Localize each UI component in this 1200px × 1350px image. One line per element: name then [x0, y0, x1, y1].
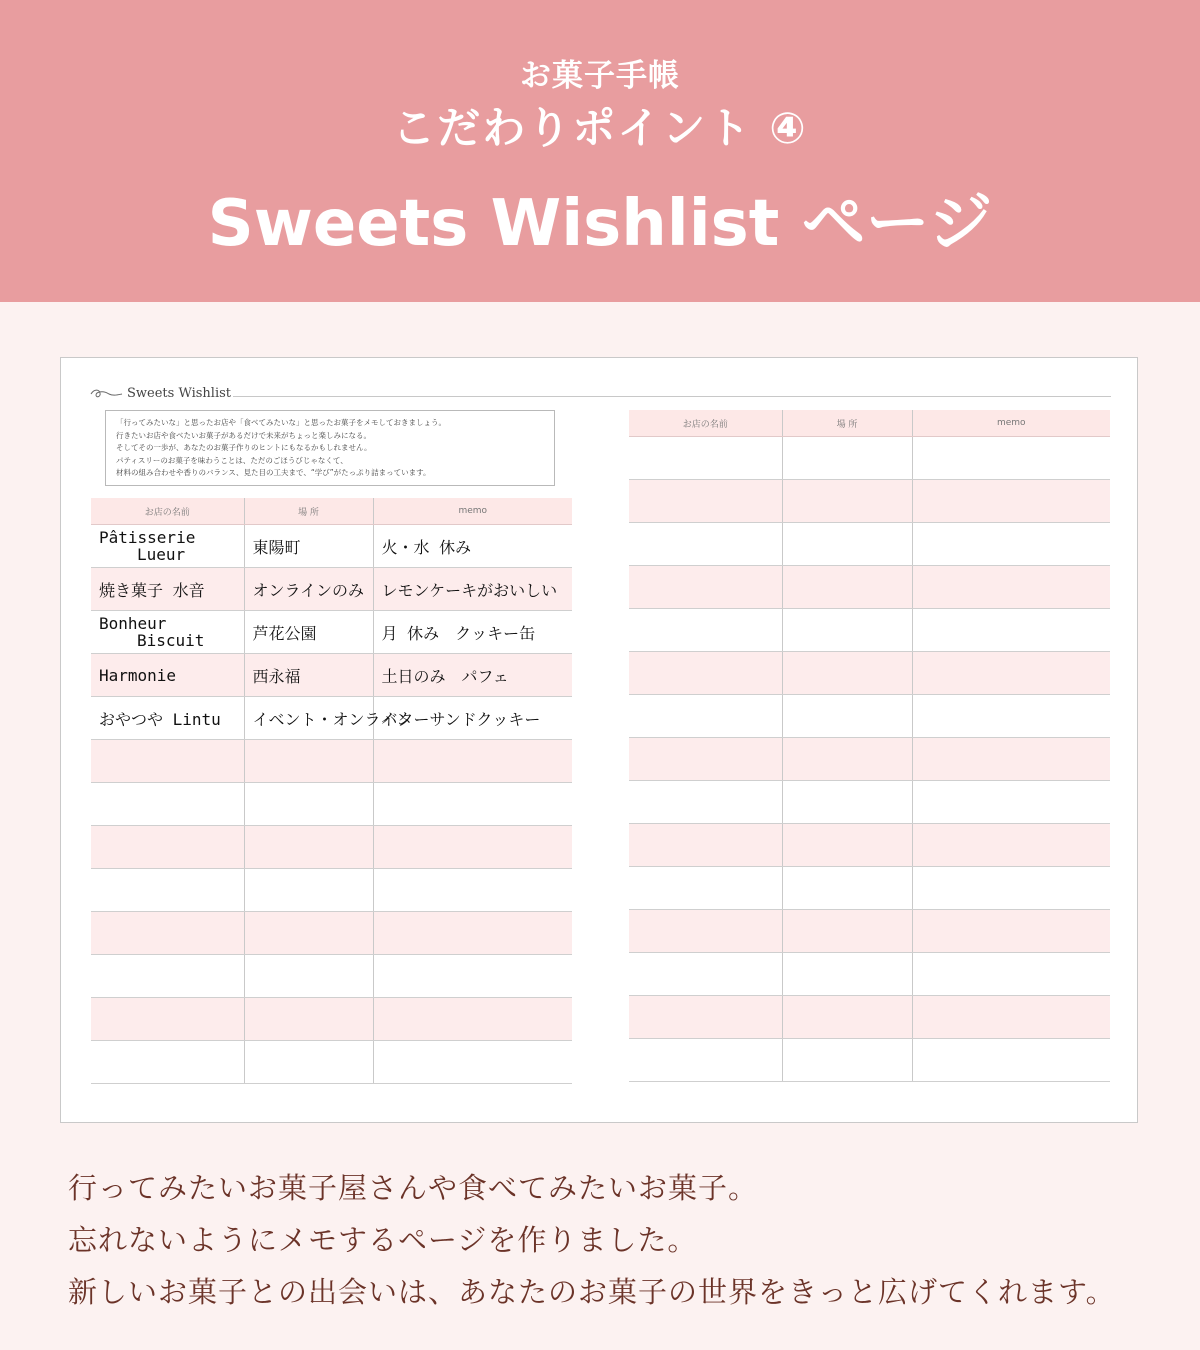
wishlist-table-left [91, 498, 572, 1084]
shop-name-cell[interactable] [629, 695, 782, 738]
table-row [91, 568, 572, 611]
notebook-spread [60, 357, 1138, 1123]
shop-name-cell[interactable]: Harmonie [91, 654, 244, 697]
shop-name-cell[interactable]: Bonheur Biscuit [91, 611, 244, 654]
table-row [629, 953, 1110, 996]
place-cell[interactable] [782, 738, 912, 781]
table-row [91, 912, 572, 955]
place-cell[interactable] [782, 996, 912, 1039]
description-caption [68, 1162, 1188, 1318]
shop-name-cell[interactable] [629, 996, 782, 1039]
intro-line: そしてその一歩が、あなたのお菓子作りのヒントにもなるかもしれません。 [116, 443, 372, 453]
place-cell[interactable] [244, 783, 373, 826]
place-cell[interactable] [244, 826, 373, 869]
place-cell[interactable] [782, 867, 912, 910]
memo-cell[interactable]: 月 休み クッキー缶 [373, 611, 572, 654]
shop-name-cell[interactable]: Pâtisserie Lueur [91, 525, 244, 568]
shop-name-cell[interactable] [629, 437, 782, 480]
place-cell[interactable] [782, 566, 912, 609]
place-cell[interactable] [782, 910, 912, 953]
place-cell[interactable]: 東陽町 [244, 525, 373, 568]
table-row [629, 566, 1110, 609]
memo-cell[interactable] [373, 869, 572, 912]
place-cell[interactable] [244, 869, 373, 912]
place-cell[interactable] [244, 740, 373, 783]
wishlist-table-right [629, 410, 1110, 1082]
shop-name-cell[interactable] [91, 869, 244, 912]
shop-name-cell[interactable] [629, 609, 782, 652]
place-cell[interactable] [782, 523, 912, 566]
place-cell[interactable] [782, 652, 912, 695]
memo-cell[interactable] [912, 523, 1110, 566]
table-row [91, 955, 572, 998]
caption-line: 新しいお菓子との出会いは、あなたのお菓子の世界をきっと広げてくれます。 [68, 1275, 1116, 1309]
table-row [91, 525, 572, 568]
memo-cell[interactable]: 土日のみ パフェ [373, 654, 572, 697]
table-row [629, 695, 1110, 738]
table-row [629, 652, 1110, 695]
place-cell[interactable] [244, 998, 373, 1041]
shop-name-cell[interactable] [629, 824, 782, 867]
shop-name-cell[interactable] [91, 1041, 244, 1084]
table-row [91, 783, 572, 826]
table-row [91, 826, 572, 869]
table-row [629, 1039, 1110, 1082]
place-cell[interactable] [782, 1039, 912, 1082]
memo-cell[interactable] [373, 826, 572, 869]
place-cell[interactable]: 西永福 [244, 654, 373, 697]
title-rule [233, 396, 1111, 397]
memo-cell[interactable] [373, 955, 572, 998]
memo-cell[interactable] [912, 738, 1110, 781]
table-row [91, 1041, 572, 1084]
place-cell[interactable] [782, 695, 912, 738]
memo-cell[interactable] [912, 910, 1110, 953]
table-row [629, 910, 1110, 953]
shop-name-cell[interactable]: おやつや Lintu [91, 697, 244, 740]
place-cell[interactable]: イベント・オンライン [244, 697, 373, 740]
brand-name: お菓子手帳 [520, 58, 680, 94]
table-row [629, 996, 1110, 1039]
memo-cell[interactable] [912, 695, 1110, 738]
shop-name-cell[interactable] [629, 781, 782, 824]
shop-name-cell[interactable] [629, 738, 782, 781]
memo-cell[interactable] [912, 781, 1110, 824]
header-banner [0, 0, 1200, 302]
shop-name-cell[interactable] [91, 826, 244, 869]
shop-name-cell[interactable]: 焼き菓子 水音 [91, 568, 244, 611]
wishlist-page-title [89, 386, 231, 401]
shop-name-cell[interactable] [629, 566, 782, 609]
memo-cell[interactable] [912, 609, 1110, 652]
memo-cell[interactable] [373, 998, 572, 1041]
page-title: Sweets Wishlist ページ [207, 187, 993, 261]
memo-cell[interactable] [373, 783, 572, 826]
column-header-shop: お店の名前 [91, 498, 244, 525]
intro-line: 材料の組み合わせや香りのバランス、見た目の工夫まで、“学び”がたっぷり詰まっています。 [116, 468, 431, 478]
table-row [91, 998, 572, 1041]
column-header-place: 場 所 [244, 498, 373, 525]
place-cell[interactable] [782, 781, 912, 824]
memo-cell[interactable]: バターサンドクッキー [373, 697, 572, 740]
table-row [629, 781, 1110, 824]
shop-name-cell[interactable] [629, 953, 782, 996]
memo-cell[interactable] [912, 953, 1110, 996]
memo-cell[interactable] [912, 480, 1110, 523]
caption-line: 行ってみたいお菓子屋さんや食べてみたいお菓子。 [68, 1171, 759, 1205]
memo-cell[interactable]: レモンケーキがおいしい [373, 568, 572, 611]
column-header-shop: お店の名前 [629, 410, 782, 437]
memo-cell[interactable] [373, 1041, 572, 1084]
place-cell[interactable] [782, 437, 912, 480]
shop-name-cell[interactable] [91, 998, 244, 1041]
shop-name-cell[interactable] [629, 1039, 782, 1082]
wishlist-title-text: Sweets Wishlist [127, 386, 231, 401]
memo-cell[interactable] [912, 437, 1110, 480]
place-cell[interactable] [782, 480, 912, 523]
table-row [629, 824, 1110, 867]
table-row [629, 867, 1110, 910]
table-row [91, 654, 572, 697]
column-header-memo: memo [912, 410, 1110, 437]
memo-cell[interactable] [912, 867, 1110, 910]
column-header-place: 場 所 [782, 410, 912, 437]
place-cell[interactable] [244, 1041, 373, 1084]
memo-cell[interactable] [912, 824, 1110, 867]
table-header-row [629, 410, 1110, 437]
table-row [629, 738, 1110, 781]
place-cell[interactable] [244, 955, 373, 998]
intro-line: 「行ってみたいな」と思ったお店や「食べてみたいな」と思ったお菓子をメモしておきましょう。 [116, 418, 446, 427]
memo-cell[interactable] [912, 652, 1110, 695]
place-cell[interactable]: 芦花公園 [244, 611, 373, 654]
memo-cell[interactable] [373, 912, 572, 955]
place-cell[interactable] [782, 609, 912, 652]
intro-line: パティスリーのお菓子を味わうことは、ただのごほうびじゃなくて、 [116, 455, 348, 465]
swirl-ornament-icon [89, 388, 123, 400]
caption-line: 忘れないようにメモするページを作りました。 [68, 1223, 698, 1257]
shop-name-cell[interactable] [629, 523, 782, 566]
place-cell[interactable] [782, 824, 912, 867]
table-header-row [91, 498, 572, 525]
intro-box [105, 410, 555, 486]
shop-name-cell[interactable] [91, 783, 244, 826]
table-row [629, 437, 1110, 480]
table-row [629, 480, 1110, 523]
memo-cell[interactable]: 火・水 休み [373, 525, 572, 568]
memo-cell[interactable] [912, 1039, 1110, 1082]
column-header-memo: memo [373, 498, 572, 525]
table-row [629, 523, 1110, 566]
shop-name-cell[interactable] [91, 740, 244, 783]
shop-name-cell[interactable] [629, 652, 782, 695]
table-row [91, 740, 572, 783]
memo-cell[interactable] [912, 566, 1110, 609]
shop-name-cell[interactable] [629, 910, 782, 953]
place-cell[interactable] [244, 912, 373, 955]
feature-point-heading: こだわりポイント ④ [392, 104, 808, 154]
memo-cell[interactable] [912, 996, 1110, 1039]
table-row [91, 869, 572, 912]
table-row [629, 609, 1110, 652]
shop-name-cell[interactable] [91, 912, 244, 955]
table-row [91, 611, 572, 654]
place-cell[interactable]: オンラインのみ [244, 568, 373, 611]
memo-cell[interactable] [373, 740, 572, 783]
shop-name-cell[interactable] [91, 955, 244, 998]
intro-line: 行きたいお店や食べたいお菓子があるだけで未来がちょっと楽しみになる。 [116, 430, 371, 440]
table-row [91, 697, 572, 740]
shop-name-cell[interactable] [629, 867, 782, 910]
place-cell[interactable] [782, 953, 912, 996]
shop-name-cell[interactable] [629, 480, 782, 523]
